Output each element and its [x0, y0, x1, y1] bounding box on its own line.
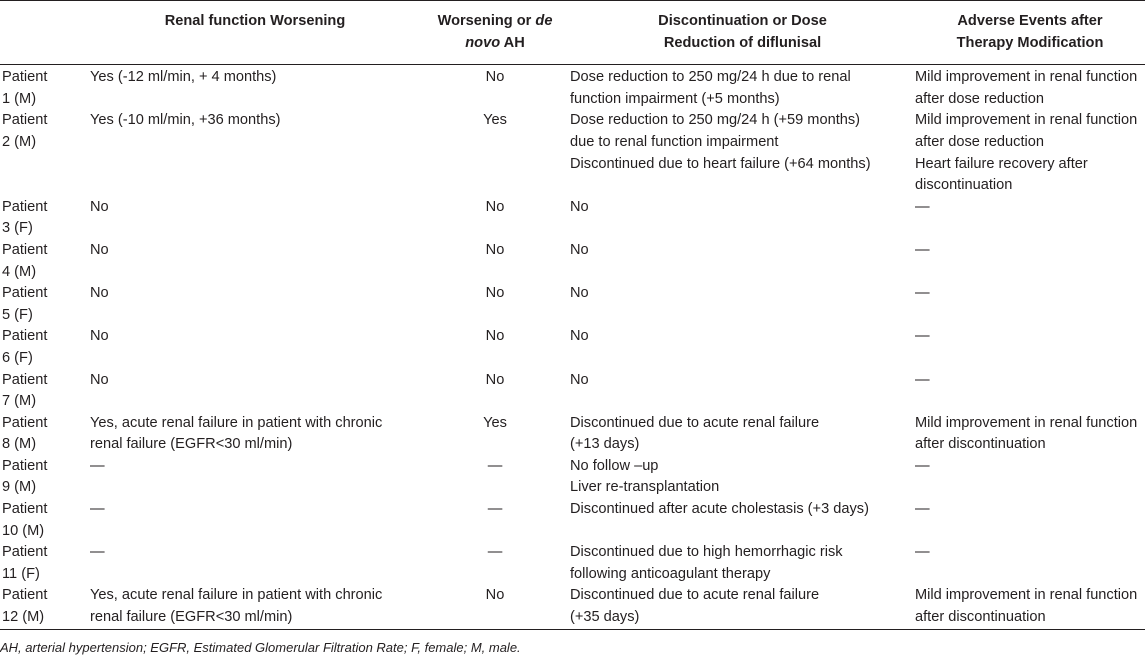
adverse-events-cell: [915, 65, 1145, 111]
ah-cell-value: Yes: [483, 112, 507, 129]
adverse-events-cell-line: —: [915, 285, 930, 302]
patient-cell: [0, 283, 90, 326]
patient-cell-line: 4 (M): [2, 263, 37, 280]
patient-cell-line: 7 (M): [2, 393, 37, 410]
patient-cell: [0, 197, 90, 240]
renal-cell-line: No: [90, 328, 109, 345]
ah-cell: [420, 370, 570, 413]
patient-cell-line: Patient: [2, 198, 48, 215]
ah-cell-value: No: [485, 285, 505, 302]
discontinuation-cell: [570, 456, 915, 499]
table-body: [0, 65, 1145, 629]
discontinuation-cell-line: Discontinued after acute cholestasis (+3 days): [570, 501, 869, 518]
patient-cell-line: Patient: [2, 587, 48, 604]
header-disc-line-2: Reduction of diflunisal: [663, 34, 822, 51]
table-row: [0, 413, 1145, 456]
patient-cell-line: Patient: [2, 69, 48, 86]
adverse-events-cell-line: —: [915, 544, 930, 561]
patient-cell: [0, 456, 90, 499]
discontinuation-cell: [570, 413, 915, 456]
adverse-events-cell-line: Heart failure recovery after: [915, 155, 1088, 172]
discontinuation-cell-line: No: [570, 198, 589, 215]
discontinuation-cell: [570, 240, 915, 283]
patient-cell-line: 8 (M): [2, 436, 37, 453]
header-ah-text-a: Worsening or: [437, 13, 536, 29]
table-row: [0, 499, 1145, 542]
header-row: [0, 1, 1145, 65]
ah-cell: [420, 110, 570, 196]
discontinuation-cell-line: (+35 days): [570, 609, 640, 626]
adverse-events-cell-line: Mild improvement in renal function: [915, 69, 1138, 86]
renal-cell-line: Yes, acute renal failure in patient with chronic: [90, 587, 383, 604]
discontinuation-cell: [570, 197, 915, 240]
renal-cell: [90, 413, 420, 456]
adverse-events-cell: [915, 110, 1145, 196]
ah-cell: [420, 65, 570, 111]
renal-cell: [90, 456, 420, 499]
ah-cell: [420, 326, 570, 369]
ah-cell-value: No: [485, 198, 505, 215]
patient-cell-line: 10 (M): [2, 522, 45, 539]
discontinuation-cell-line: No follow –up: [570, 457, 659, 474]
header-ah-line-2: [422, 33, 568, 55]
discontinuation-cell: [570, 542, 915, 585]
discontinuation-cell-line: No: [570, 285, 589, 302]
adverse-events-cell-line: —: [915, 371, 930, 388]
table-row: [0, 283, 1145, 326]
patient-cell-line: Patient: [2, 501, 48, 518]
patient-cell-line: Patient: [2, 457, 48, 474]
table-row: [0, 456, 1145, 499]
patient-cell-line: 9 (M): [2, 479, 37, 496]
patient-cell-line: Patient: [2, 544, 48, 561]
table-row: [0, 110, 1145, 196]
adverse-events-cell: [915, 370, 1145, 413]
ah-cell-value: No: [485, 587, 505, 604]
discontinuation-cell-line: function impairment (+5 months): [570, 90, 780, 107]
adverse-events-cell-line: after dose reduction: [915, 133, 1044, 150]
discontinuation-cell: [570, 370, 915, 413]
adverse-events-cell: [915, 413, 1145, 456]
table-row: [0, 240, 1145, 283]
adverse-events-cell-line: —: [915, 198, 930, 215]
renal-cell-line: Yes (-10 ml/min, +36 months): [90, 112, 281, 129]
renal-cell-line: No: [90, 371, 109, 388]
discontinuation-cell-line: No: [570, 328, 589, 345]
adverse-events-cell: [915, 326, 1145, 369]
ah-cell-value: No: [485, 328, 505, 345]
table-row: [0, 197, 1145, 240]
header-ae-line-1: Adverse Events after: [957, 13, 1103, 29]
renal-cell-line: No: [90, 198, 109, 215]
ah-cell: [420, 542, 570, 585]
discontinuation-cell-line: Liver re-transplantation: [570, 479, 720, 496]
header-ae-line-2: Therapy Modification: [956, 34, 1104, 51]
patient-cell: [0, 110, 90, 196]
renal-cell-line: —: [90, 544, 105, 561]
renal-cell-line: No: [90, 285, 109, 302]
discontinuation-cell-line: Discontinued due to acute renal failure: [570, 414, 820, 431]
patient-cell: [0, 240, 90, 283]
adverse-events-cell-line: Mild improvement in renal function: [915, 414, 1138, 431]
patient-cell: [0, 499, 90, 542]
ah-cell: [420, 283, 570, 326]
discontinuation-cell: [570, 499, 915, 542]
header-renal-line-1: Renal function Worsening: [164, 13, 346, 29]
renal-cell: [90, 197, 420, 240]
discontinuation-cell-line: Dose reduction to 250 mg/24 h (+59 months): [570, 112, 861, 129]
discontinuation-cell: [570, 283, 915, 326]
discontinuation-cell-line: (+13 days): [570, 436, 640, 453]
ah-cell-value: —: [487, 544, 503, 561]
patient-cell: [0, 585, 90, 629]
discontinuation-cell-line: due to renal function impairment: [570, 133, 779, 150]
table-row: [0, 326, 1145, 369]
renal-cell-line: renal failure (EGFR<30 ml/min): [90, 609, 293, 626]
table-footnote: AH, arterial hypertension; EGFR, Estimated Glomerular Filtration Rate; F, female; M, male.: [0, 640, 521, 655]
ah-cell: [420, 240, 570, 283]
discontinuation-cell-line: following anticoagulant therapy: [570, 565, 771, 582]
adverse-events-cell: [915, 542, 1145, 585]
patient-cell-line: 6 (F): [2, 349, 33, 366]
patient-cell: [0, 542, 90, 585]
adverse-events-cell-line: —: [915, 241, 930, 258]
renal-cell: [90, 326, 420, 369]
ah-cell-value: No: [485, 371, 505, 388]
renal-cell: [90, 542, 420, 585]
patient-cell-line: Patient: [2, 112, 48, 129]
header-renal-function: [90, 1, 420, 65]
adverse-events-cell: [915, 240, 1145, 283]
renal-cell-line: —: [90, 501, 105, 518]
renal-cell-line: Yes, acute renal failure in patient with chronic: [90, 414, 383, 431]
renal-cell: [90, 283, 420, 326]
ah-cell: [420, 585, 570, 629]
header-disc-line-1: Discontinuation or Dose: [658, 13, 827, 29]
patient-cell: [0, 370, 90, 413]
patient-cell: [0, 326, 90, 369]
discontinuation-cell: [570, 585, 915, 629]
renal-cell: [90, 585, 420, 629]
adverse-events-cell-line: —: [915, 328, 930, 345]
ah-cell-value: —: [487, 501, 503, 518]
adverse-events-cell-line: after dose reduction: [915, 90, 1044, 107]
patient-cell: [0, 65, 90, 111]
patient-cell: [0, 413, 90, 456]
header-discontinuation: [570, 1, 915, 65]
header-ah-text-de: de: [535, 13, 553, 29]
discontinuation-cell-line: Dose reduction to 250 mg/24 h due to renal: [570, 69, 851, 86]
discontinuation-cell-line: Discontinued due to acute renal failure: [570, 587, 820, 604]
renal-cell: [90, 110, 420, 196]
adverse-events-cell-line: —: [915, 501, 930, 518]
ah-cell-value: No: [485, 241, 505, 258]
ah-cell-value: Yes: [483, 414, 507, 431]
renal-cell-line: Yes (-12 ml/min, + 4 months): [90, 69, 277, 86]
discontinuation-cell-line: No: [570, 371, 589, 388]
patient-cell-line: 3 (F): [2, 220, 33, 237]
patient-cell-line: 1 (M): [2, 90, 37, 107]
adverse-events-cell: [915, 456, 1145, 499]
header-ah-text-novo: novo: [465, 34, 501, 51]
patient-cell-line: Patient: [2, 285, 48, 302]
patient-cell-line: Patient: [2, 328, 48, 345]
renal-cell: [90, 65, 420, 111]
adverse-events-cell: [915, 585, 1145, 629]
renal-cell: [90, 370, 420, 413]
ah-cell-value: —: [487, 457, 503, 474]
ah-cell: [420, 197, 570, 240]
adverse-events-cell-line: Mild improvement in renal function: [915, 587, 1138, 604]
discontinuation-cell: [570, 110, 915, 196]
discontinuation-cell-line: No: [570, 241, 589, 258]
header-worsening-ah: [420, 1, 570, 65]
ah-cell: [420, 456, 570, 499]
renal-cell-line: —: [90, 457, 105, 474]
table-row: [0, 542, 1145, 585]
adverse-events-cell-line: after discontinuation: [915, 436, 1046, 453]
patient-cell-line: 12 (M): [2, 609, 45, 626]
discontinuation-cell-line: Discontinued due to high hemorrhagic risk: [570, 544, 843, 561]
header-patient: [0, 1, 90, 65]
header-adverse-events: [915, 1, 1145, 65]
renal-cell: [90, 240, 420, 283]
ah-cell: [420, 499, 570, 542]
patient-cell-line: Patient: [2, 241, 48, 258]
discontinuation-cell-line: Discontinued due to heart failure (+64 months): [570, 155, 871, 172]
table-row: [0, 370, 1145, 413]
adverse-events-cell: [915, 197, 1145, 240]
adverse-events-cell-line: Mild improvement in renal function: [915, 112, 1138, 129]
patient-cell-line: 2 (M): [2, 133, 37, 150]
discontinuation-cell: [570, 326, 915, 369]
adverse-events-cell-line: after discontinuation: [915, 609, 1046, 626]
header-ah-text-b: AH: [500, 34, 525, 51]
table-row: [0, 585, 1145, 629]
discontinuation-cell: [570, 65, 915, 111]
ah-cell: [420, 413, 570, 456]
patient-cell-line: Patient: [2, 414, 48, 431]
table-row: [0, 65, 1145, 111]
patient-cell-line: 5 (F): [2, 306, 33, 323]
adverse-events-cell: [915, 283, 1145, 326]
renal-cell: [90, 499, 420, 542]
ah-cell-value: No: [485, 69, 505, 86]
renal-cell-line: No: [90, 241, 109, 258]
patient-cell-line: 11 (F): [2, 565, 40, 582]
adverse-events-cell: [915, 499, 1145, 542]
renal-cell-line: renal failure (EGFR<30 ml/min): [90, 436, 293, 453]
header-ah-line-1: [422, 11, 568, 33]
adverse-events-cell-line: discontinuation: [915, 177, 1013, 194]
patient-cell-line: Patient: [2, 371, 48, 388]
adverse-events-cell-line: —: [915, 457, 930, 474]
